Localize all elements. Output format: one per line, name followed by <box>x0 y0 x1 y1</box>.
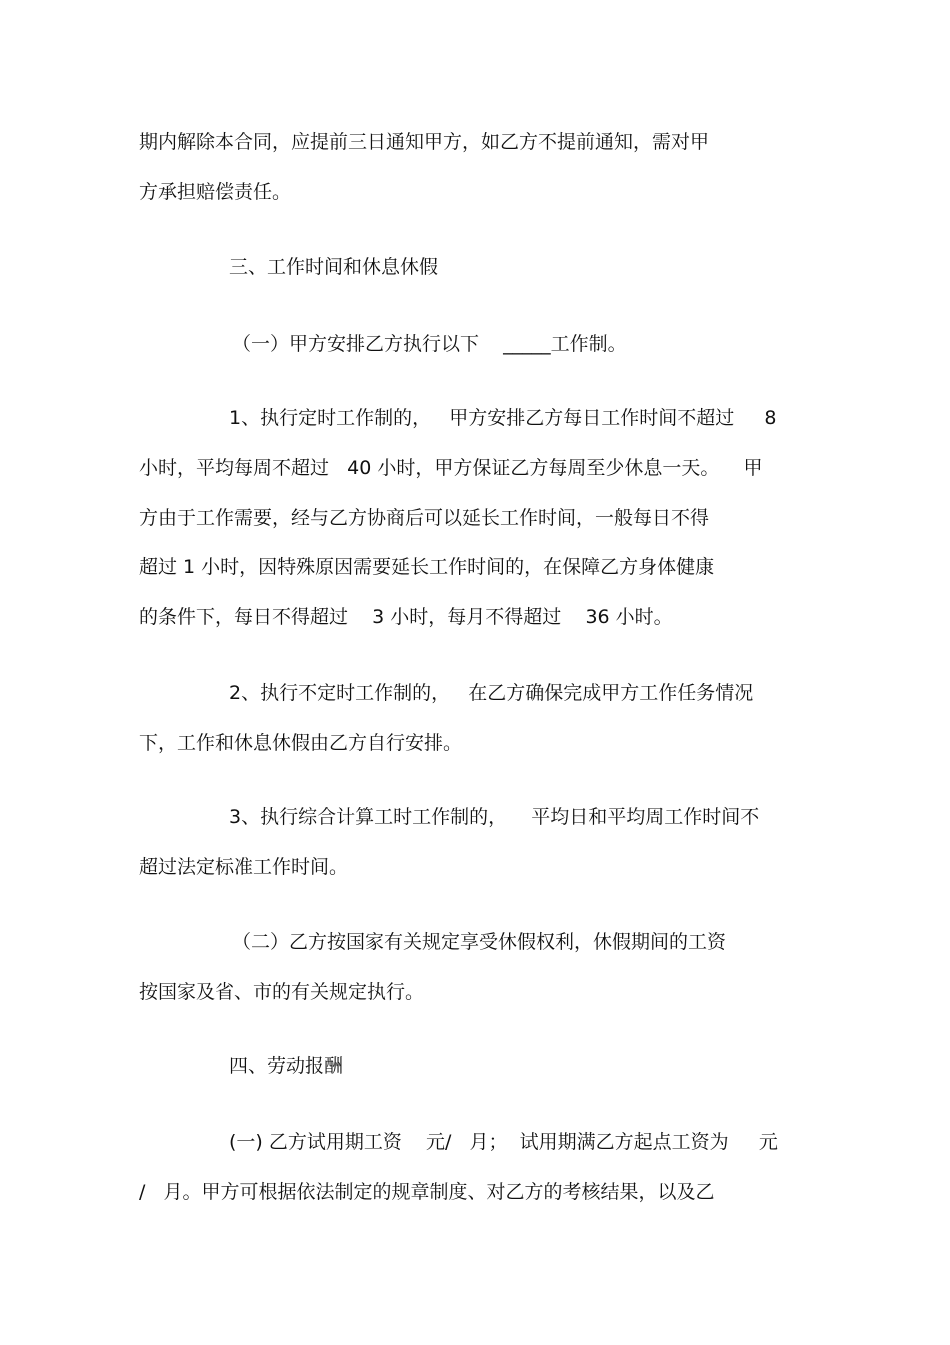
text-line: (一) 乙方试用期工资 元/ 月； 试用期满乙方起点工资为 元 <box>229 1131 778 1153</box>
section-heading: 三、工作时间和休息休假 <box>229 256 439 278</box>
text-line: 超过 1 小时，因特殊原因需要延长工作时间的，在保障乙方身体健康 <box>139 556 715 578</box>
text-line: 的条件下，每日不得超过 3 小时，每月不得超过 36 小时。 <box>139 606 673 628</box>
text-line: 按国家及省、市的有关规定执行。 <box>139 981 425 1003</box>
text-line: 期内解除本合同，应提前三日通知甲方，如乙方不提前通知，需对甲 <box>139 131 710 153</box>
text-line: 方由于工作需要，经与乙方协商后可以延长工作时间，一般每日不得 <box>139 507 710 529</box>
section-heading: 四、劳动报酬 <box>229 1055 344 1077</box>
text-line: / 月。甲方可根据依法制定的规章制度、对乙方的考核结果，以及乙 <box>139 1181 715 1203</box>
text-line: 2、执行不定时工作制的， 在乙方确保完成甲方工作任务情况 <box>229 682 754 704</box>
text-line: 下，工作和休息休假由乙方自行安排。 <box>139 732 463 754</box>
text-line: 小时，平均每周不超过 40 小时，甲方保证乙方每周至少休息一天。 甲 <box>139 457 763 479</box>
text-line: 方承担赔偿责任。 <box>139 181 292 203</box>
subsection-heading: （一）甲方安排乙方执行以下 _____工作制。 <box>232 333 627 355</box>
text-line: 超过法定标准工作时间。 <box>139 856 349 878</box>
subsection-heading: （二）乙方按国家有关规定享受休假权利，休假期间的工资 <box>232 931 727 953</box>
text-line: 1、执行定时工作制的， 甲方安排乙方每日工作时间不超过 8 <box>229 407 777 429</box>
text-line: 3、执行综合计算工时工作制的， 平均日和平均周工作时间不 <box>229 806 760 828</box>
